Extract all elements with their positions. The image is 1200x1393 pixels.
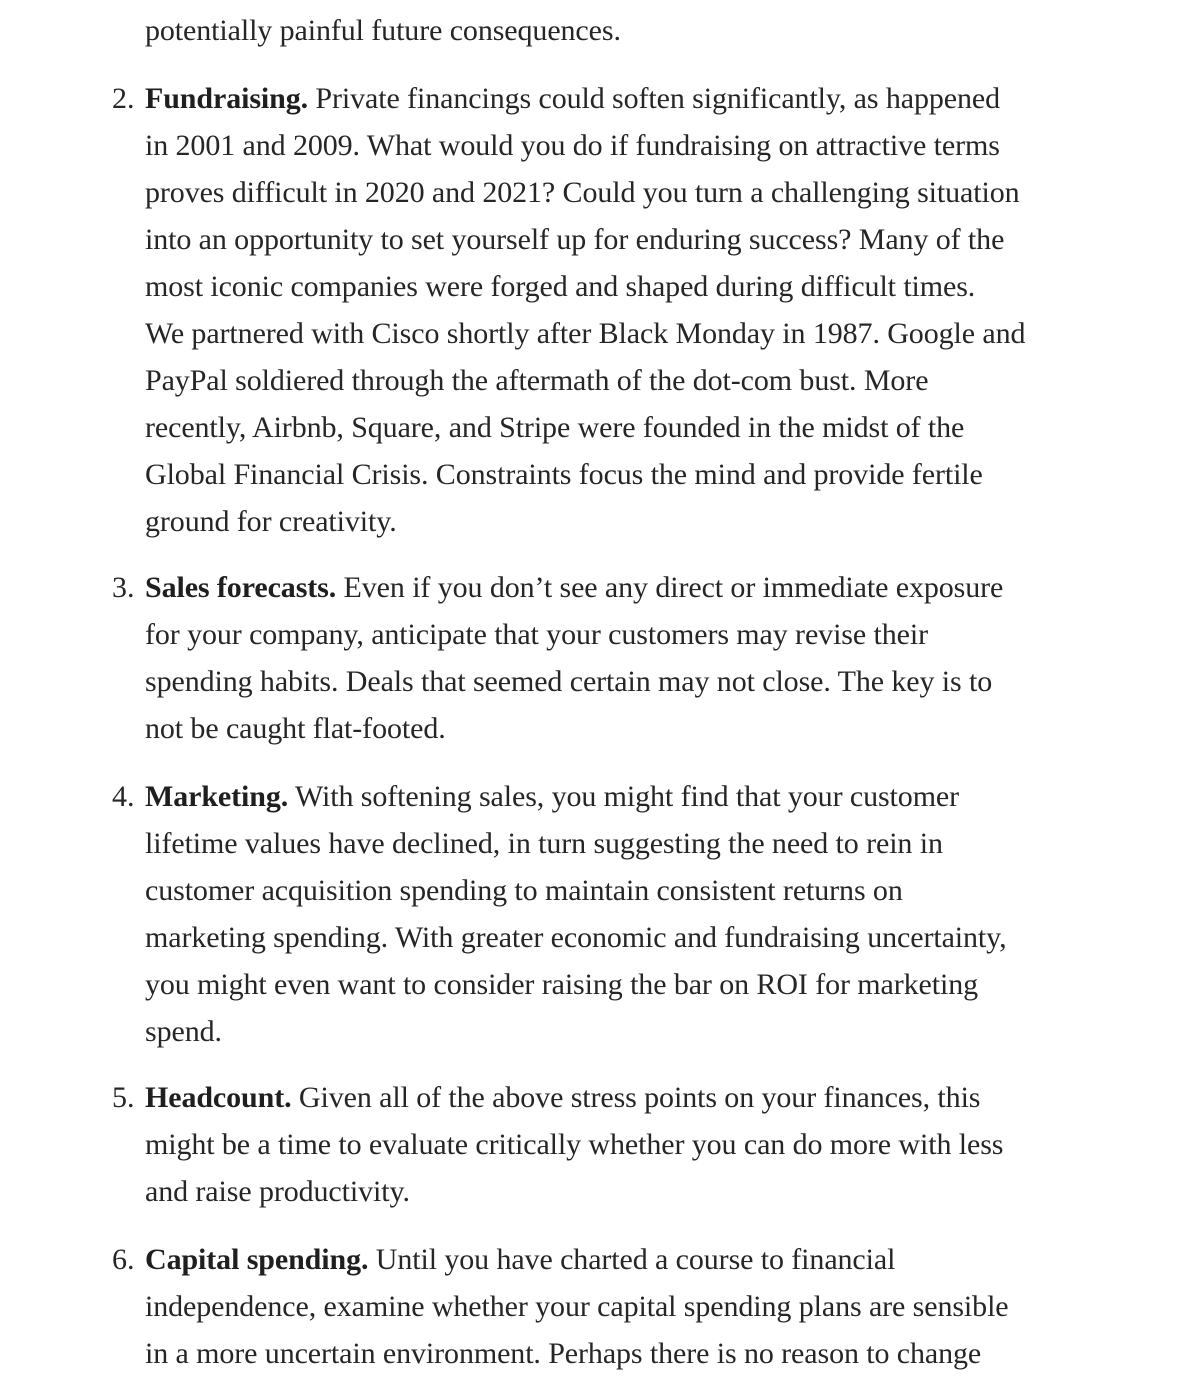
list-item-number: 3. (112, 571, 135, 604)
list-item-heading: Marketing. (145, 780, 289, 813)
list-item-number: 2. (112, 82, 135, 115)
list-item-line: most iconic companies were forged and shaped during difficult times. (145, 270, 976, 303)
list-item-line: and raise productivity. (145, 1175, 410, 1208)
list-item-line: We partnered with Cisco shortly after Black Monday in 1987. Google and (145, 317, 1026, 350)
list-item-line: lifetime values have declined, in turn suggesting the need to rein in (145, 827, 943, 860)
list-item-heading: Fundraising. (145, 82, 309, 115)
list-item-line: Global Financial Crisis. Constraints focus the mind and provide fertile (145, 458, 983, 491)
list-item-heading: Capital spending. (145, 1243, 369, 1276)
list-item-text: Even if you don’t see any direct or immediate exposure (336, 571, 1004, 604)
list-item-line: might be a time to evaluate critically whether you can do more with less (145, 1128, 1004, 1161)
list-item-line: spend. (145, 1015, 222, 1048)
list-item-heading: Sales forecasts. (145, 571, 337, 604)
intro-tail-text: potentially painful future consequences. (145, 14, 621, 47)
list-item-line: not be caught flat-footed. (145, 712, 446, 745)
list-item-number: 6. (112, 1243, 135, 1276)
list-item-line: in 2001 and 2009. What would you do if fundraising on attractive terms (145, 129, 1000, 162)
list-item-line: into an opportunity to set yourself up for enduring success? Many of the (145, 223, 1005, 256)
list-item-line: proves difficult in 2020 and 2021? Could you turn a challenging situation (145, 176, 1020, 209)
list-item-line: in a more uncertain environment. Perhaps there is no reason to change (145, 1337, 982, 1370)
list-item-line: marketing spending. With greater economic and fundraising uncertainty, (145, 921, 1007, 954)
list-item-line: for your company, anticipate that your customers may revise their (145, 618, 928, 651)
list-item-heading: Headcount. (145, 1081, 292, 1114)
list-item-first-line (145, 1236, 895, 1283)
list-item-number: 4. (112, 780, 135, 813)
list-item-line: spending habits. Deals that seemed certain may not close. The key is to (145, 665, 993, 698)
list-item-text: Private financings could soften significantly, as happened (308, 82, 1000, 115)
list-item-line: ground for creativity. (145, 505, 397, 538)
list-item-text: Until you have charted a course to financial (368, 1243, 896, 1276)
list-item-number: 5. (112, 1081, 135, 1114)
list-item-line: you might even want to consider raising the bar on ROI for marketing (145, 968, 978, 1001)
list-item-line: recently, Airbnb, Square, and Stripe were founded in the midst of the (145, 411, 965, 444)
list-item-first-line (145, 773, 959, 820)
list-item-line: customer acquisition spending to maintain consistent returns on (145, 874, 903, 907)
list-item-first-line (145, 564, 1003, 611)
list-item-line: independence, examine whether your capital spending plans are sensible (145, 1290, 1009, 1323)
list-item-first-line (145, 1074, 980, 1121)
list-item-text: Given all of the above stress points on your finances, this (291, 1081, 981, 1114)
list-item-first-line (145, 75, 1000, 122)
list-item-text: With softening sales, you might find that your customer (288, 780, 960, 813)
list-item-line: PayPal soldiered through the aftermath of the dot-com bust. More (145, 364, 929, 397)
